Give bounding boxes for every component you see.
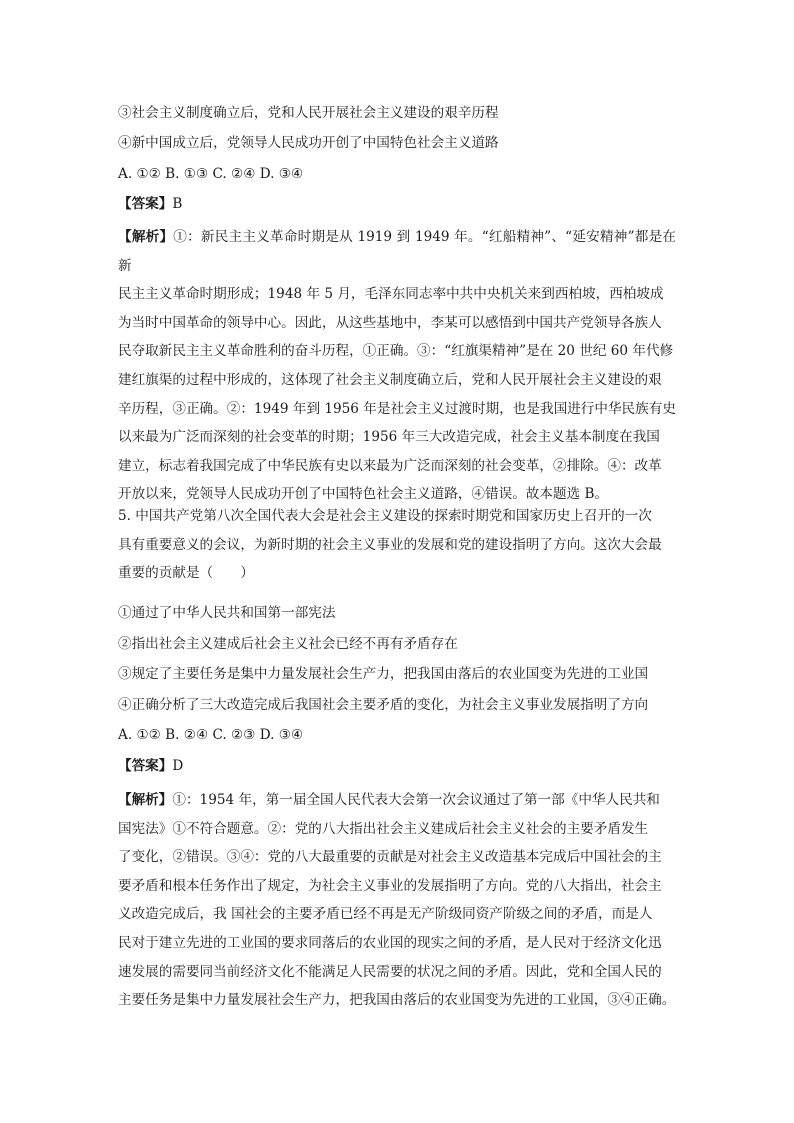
analysis-line: 国宪法》①不符合题意。②：党的八大指出社会主义建成后社会主义社会的主要矛盾发生 [118, 820, 649, 837]
analysis-line: 【解析】①：新民主主义革命时期是从 1919 到 1949 年。“红船精神”、“延安精神”都是在新 [118, 229, 677, 274]
q4-answer [118, 194, 182, 214]
answer-label: 【答案】 [118, 758, 173, 774]
q4-choices: A. ①② B. ①③ C. ②④ D. ③④ [118, 166, 304, 182]
stem-line: 5. 中国共产党第八次全国代表大会是社会主义建设的探索时期党和国家历史上召开的一次 [118, 508, 652, 524]
analysis-line: 义改造完成后，我 国社会的主要矛盾已经不再是无产阶级同资产阶级之间的矛盾，而是人 [118, 906, 653, 923]
q5-option-1: ①通过了中华人民共和国第一部宪法 [118, 605, 336, 621]
q4-option-4: ④新中国成立后，党领导人民成功开创了中国特色社会主义道路 [118, 135, 499, 151]
q5-option-3: ③规定了主要任务是集中力量发展社会生产力，把我国由落后的农业国变为先进的工业国 [118, 666, 649, 682]
analysis-line: 民夺取新民主主义革命胜利的奋斗历程，①正确。③：“红旗渠精神”是在 20 世纪 60 年代修 [118, 343, 674, 360]
q5-option-2: ②指出社会主义建成后社会主义社会已经不再有矛盾存在 [118, 636, 458, 652]
answer-value: B [172, 196, 183, 212]
analysis-label: 【解析】 [118, 229, 174, 245]
stem-line: 重要的贡献是（ ） [118, 565, 254, 582]
q5-option-4: ④正确分析了三大改造完成后我国社会主要矛盾的变化，为社会主义事业发展指明了方向 [118, 697, 649, 713]
analysis-line: 民主主义革命时期形成；1948 年 5 月，毛泽东同志率中共中央机关来到西柏坡，西柏坡成 [118, 286, 664, 303]
analysis-line: 以来最为广泛而深刻的社会变革的时期；1956 年三大改造完成，社会主义基本制度在我国 [118, 429, 660, 446]
analysis-line: 开放以来，党领导人民成功开创了中国特色社会主义道路，④错误。故本题选 B。 [118, 486, 609, 503]
q4-option-3: ③社会主义制度确立后，党和人民开展社会主义建设的艰辛历程 [118, 105, 499, 121]
q4-analysis [118, 223, 676, 509]
q5-choices: A. ①② B. ②④ C. ②③ D. ③④ [118, 727, 304, 743]
analysis-label: 【解析】 [118, 792, 173, 808]
analysis-line: 主要任务是集中力量发展社会生产力，把我国由落后的农业国变为先进的工业国，③④正确。 [118, 992, 676, 1009]
q5-answer [118, 756, 183, 776]
analysis-line: 速发展的需要同当前经济文化不能满足人民需要的状况之间的矛盾。因此，党和全国人民的 [118, 963, 662, 980]
analysis-line: 建立，标志着我国完成了中华民族有史以来最为广泛而深刻的社会变革，②排除。④：改革 [118, 457, 662, 474]
analysis-line: 了变化，②错误。③④：党的八大最重要的贡献是对社会主义改造基本完成后中国社会的主 [118, 849, 662, 866]
analysis-line: 辛历程，③正确。②：1949 年到 1956 年是社会主义过渡时期，也是我国进行中华民族有史 [118, 400, 676, 417]
analysis-line: 建红旗渠的过程中形成的，这体现了社会主义制度确立后，党和人民开展社会主义建设的艰 [118, 371, 662, 388]
analysis-line: 为当时中国革命的领导中心。因此，从这些基地中，李某可以感悟到中国共产党领导各族人 [118, 314, 662, 331]
answer-value: D [172, 758, 184, 774]
stem-line: 具有重要意义的会议，为新时期的社会主义事业的发展和党的建设指明了方向。这次大会最 [118, 536, 662, 553]
analysis-line: 民对于建立先进的工业国的要求同落后的农业国的现实之间的矛盾，是人民对于经济文化迅 [118, 934, 662, 951]
q5-analysis [118, 786, 676, 1015]
analysis-line: 【解析】①：1954 年，第一届全国人民代表大会第一次会议通过了第一部《中华人民共和 [118, 792, 660, 808]
analysis-line: 要矛盾和根本任务作出了规定，为社会主义事业的发展指明了方向。党的八大指出，社会主 [118, 877, 662, 894]
answer-label: 【答案】 [118, 196, 173, 212]
q5-stem [118, 502, 676, 588]
